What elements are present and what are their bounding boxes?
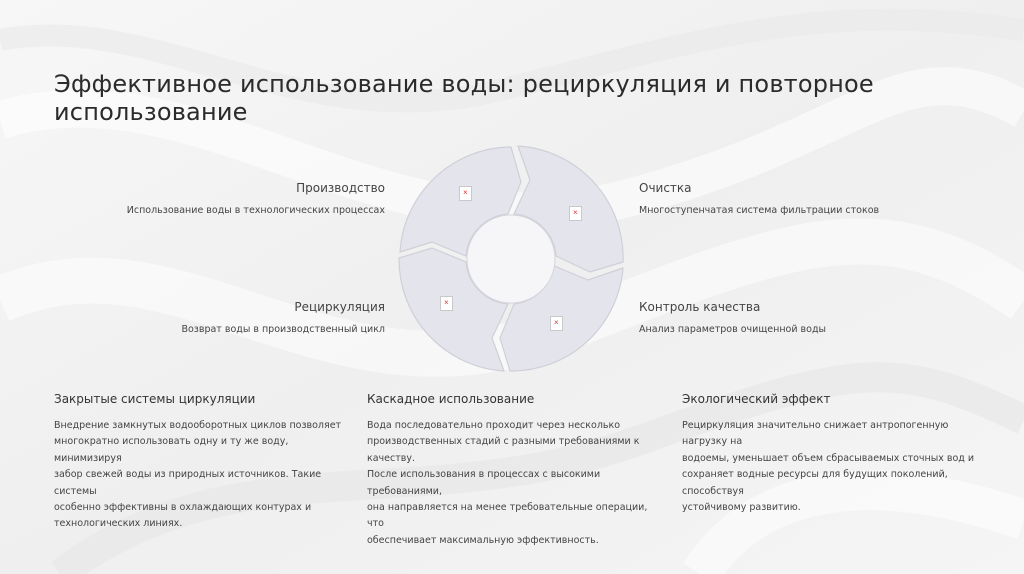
text-line: особенно эффективны в охлаждающих контурах и bbox=[54, 502, 312, 514]
column-closed-systems-text bbox=[54, 418, 354, 533]
step-recirculation-description: Возврат воды в производственный цикл bbox=[181, 324, 385, 335]
step-recirculation-title: Рециркуляция bbox=[294, 300, 385, 314]
text-line: устойчивому развитию. bbox=[682, 502, 801, 514]
text-line: она направляется на менее требовательные операции, что bbox=[367, 502, 648, 530]
text-line: Вода последовательно проходит через несколько bbox=[367, 420, 621, 431]
text-line: сохраняет водные ресурсы для будущих поколений, способствуя bbox=[682, 469, 948, 497]
text-line: производственных стадий с разными требованиями к качеству. bbox=[367, 436, 640, 464]
text-line: Внедрение замкнутых водооборотных циклов позволяет bbox=[54, 420, 342, 431]
step-cleaning-title: Очистка bbox=[639, 181, 692, 195]
text-line: технологических линиях. bbox=[54, 518, 183, 530]
column-eco-effect-title: Экологический эффект bbox=[682, 392, 831, 406]
broken-image-icon bbox=[550, 316, 563, 331]
text-line: водоемы, уменьшает объем сбрасываемых сточных вод и bbox=[682, 452, 975, 464]
text-line: Рециркуляция значительно снижает антропогенную нагрузку на bbox=[682, 420, 949, 448]
text-line: многократно использовать одну и ту же воду, минимизируя bbox=[54, 436, 289, 464]
step-production-title: Производство bbox=[296, 181, 385, 195]
step-production-description: Использование воды в технологических процессах bbox=[126, 205, 385, 216]
broken-image-icon bbox=[569, 206, 582, 221]
column-eco-effect-text bbox=[682, 418, 982, 516]
text-line: обеспечивает максимальную эффективность. bbox=[367, 534, 599, 546]
broken-image-icon bbox=[440, 296, 453, 311]
step-quality-description: Анализ параметров очищенной воды bbox=[639, 324, 827, 335]
column-cascade-title: Каскадное использование bbox=[367, 392, 535, 406]
slide-title: Эффективное использование воды: рециркуляция и повторное использование bbox=[54, 70, 874, 126]
column-closed-systems-title: Закрытые системы циркуляции bbox=[54, 392, 256, 406]
broken-image-icon bbox=[459, 186, 472, 201]
text-line: забор свежей воды из природных источников. Такие системы bbox=[54, 469, 322, 497]
cycle-diagram bbox=[396, 144, 626, 374]
step-cleaning-description: Многоступенчатая система фильтрации стоков bbox=[639, 205, 880, 216]
text-line: После использования в процессах с высокими требованиями, bbox=[367, 469, 601, 497]
step-quality-title: Контроль качества bbox=[639, 300, 761, 314]
column-cascade-text bbox=[367, 418, 667, 549]
